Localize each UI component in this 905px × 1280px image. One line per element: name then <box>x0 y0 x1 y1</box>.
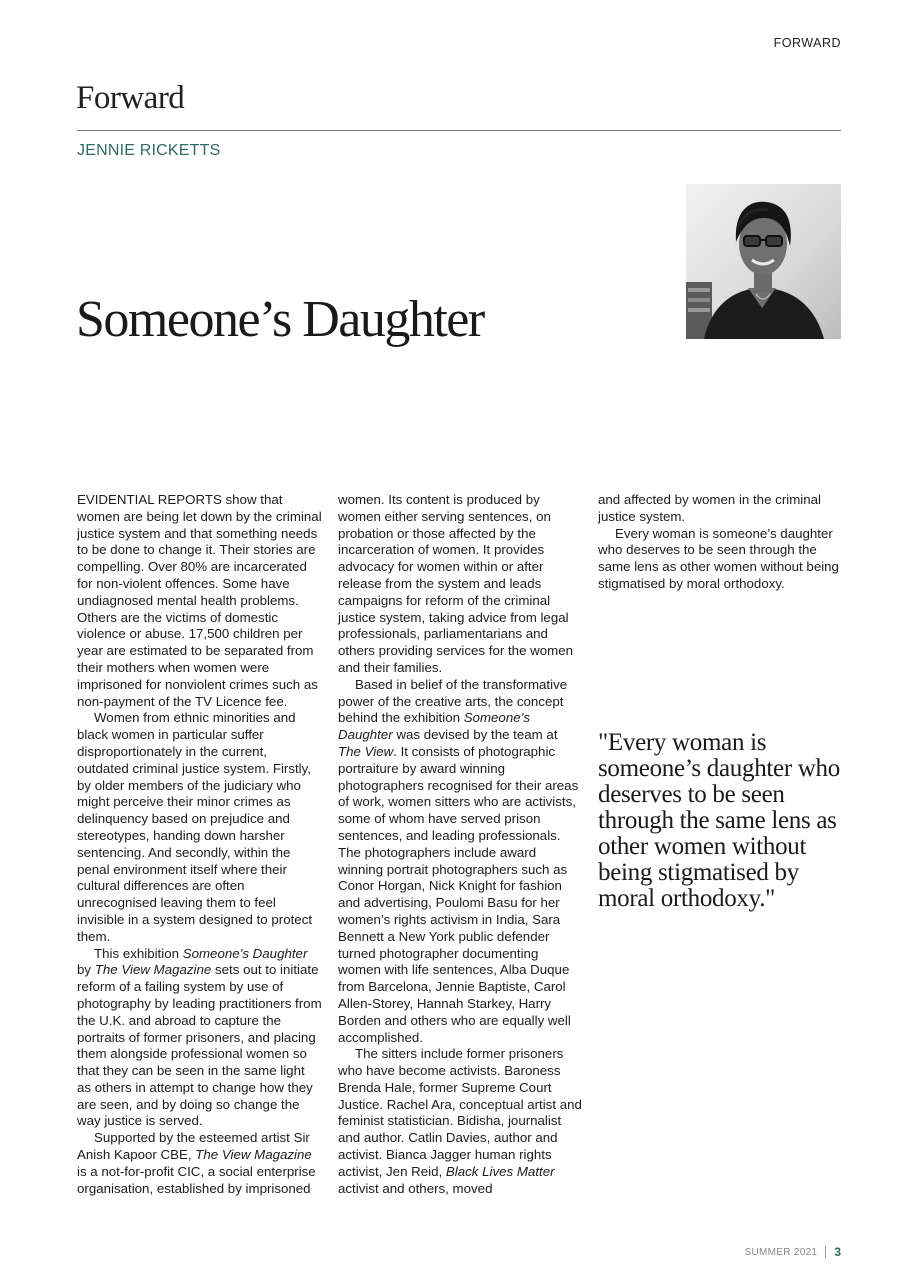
article-headline: Someone’s Daughter <box>76 291 484 348</box>
footer-divider <box>825 1246 826 1258</box>
paragraph: Supported by the esteemed artist Sir Anish Kapoor CBE, The View Magazine is a not-for-profit CIC, a social enterprise organisation, established by imprisoned <box>77 1130 316 1196</box>
page-footer <box>745 1245 841 1259</box>
paragraph: Based in belief of the transformative power of the creative arts, the concept behind the exhibition Someone’s Daughter was devised by the team at The View. It consists of photographic portraiture by award winning photographers recognised for their areas of work, women sitters who are activists, some of whom have served prison sentences, and leading professionals. The photographers include award winning portrait photographers such as Conor Horgan, Nick Knight for fashion and advertising, Poulomi Basu for her women’s rights activism in India, Sara Bennett a New York public defender turned photographer documenting women with life sentences, Alba Duque from Barcelona, Jennie Baptiste, Carol Allen-Storey, Hannah Starkey, Harry Borden and others who are equally well accomplished. <box>338 676 579 1045</box>
author-byline: JENNIE RICKETTS <box>77 142 221 159</box>
header-divider <box>77 130 841 131</box>
article-column-3 <box>598 492 843 593</box>
pull-quote: "Every woman is someone’s daughter who deserves to be seen through the same lens as other women without being stigmatised by moral orthodoxy." <box>598 729 840 912</box>
paragraph: EVIDENTIAL REPORTS show that women are being let down by the criminal justice system and that something needs to be done to change it. Their stories are compelling. Over 80% are incarcerated for non-violent offences. Some have undiagnosed mental health problems. Others are the victims of domestic violence or abuse. 17,500 children per year are estimated to be separated from their mothers when women were imprisoned for nonviolent crimes such as non-payment of the TV Licence fee. <box>77 492 322 709</box>
paragraph: The sitters include former prisoners who have become activists. Baroness Brenda Hale, former Supreme Court Justice. Rachel Ara, conceptual artist and feminist statistician. Bidisha, journalist and author. Catlin Davies, author and activist. Bianca Jagger human rights activist, Jen Reid, Black Lives Matter activist and others, moved <box>338 1046 582 1196</box>
paragraph: and affected by women in the criminal justice system. <box>598 492 821 524</box>
author-portrait <box>686 184 841 339</box>
paragraph: Every woman is someone’s daughter who deserves to be seen through the same lens as other women without being stigmatised by moral orthodoxy. <box>598 525 839 591</box>
section-title: Forward <box>76 80 185 116</box>
issue-label: SUMMER 2021 <box>744 1246 818 1258</box>
running-head: FORWARD <box>773 36 841 50</box>
article-column-1 <box>77 492 322 1197</box>
page-number: 3 <box>834 1245 841 1259</box>
paragraph: women. Its content is produced by women either serving sentences, on probation or those affected by the incarceration of women. It provides advocacy for women within or after release from the system and leads campaigns for reform of the criminal justice system, taking advice from legal professionals, parliamentarians and others providing services for the women and their families. <box>338 492 574 675</box>
paragraph: Women from ethnic minorities and black women in particular suffer disproportionately in the current, outdated criminal justice system. Firstly, by older members of the judiciary who might perceive their minor crimes as delinquency based on prejudice and stereotypes, handing down harsher sentencing. And secondly, within the penal environment itself where their cultural differences are often unrecognised leaving them to feel invisible in a system designed to protect them. <box>77 710 313 944</box>
paragraph: This exhibition Someone’s Daughter by The View Magazine sets out to initiate reform of a failing system by use of photography by leading practitioners from the U.K. and abroad to capture the portraits of former prisoners, and placing them alongside professional women so that they can be seen in the same light as others in attempt to change how they are seen, and by doing so change the way justice is served. <box>77 945 322 1129</box>
article-column-2 <box>338 492 583 1197</box>
